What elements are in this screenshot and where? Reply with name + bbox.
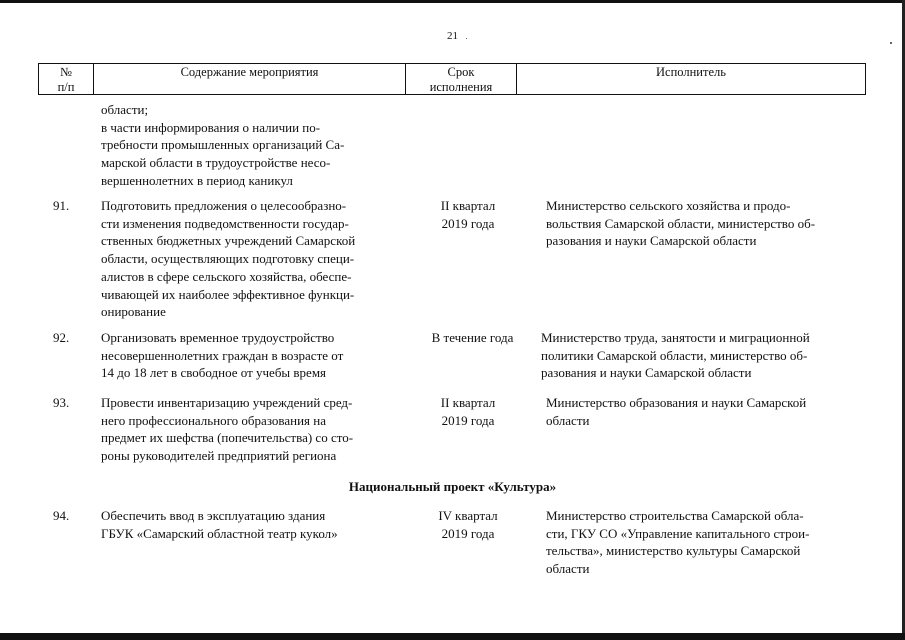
scan-bottom-edge — [0, 633, 905, 640]
scan-speck — [890, 42, 892, 44]
row-term: IV квартал 2019 года — [438, 508, 498, 541]
row-term: II квартал 2019 года — [440, 395, 496, 428]
row-number: 92. — [53, 330, 70, 345]
row-content: Провести инвентаризацию учреждений сред- него профессионального образования на предмет их шефства (попечительства) со сто- роны руководителей предприятий региона — [101, 395, 354, 464]
row-term: II квартал 2019 года — [440, 198, 496, 231]
header-term-label: Срок исполнения — [429, 65, 493, 94]
row-executor: Министерство сельского хозяйства и продо- вольствия Самарской области, министерство об- разования и науки Самарской области — [546, 198, 816, 249]
header-term — [406, 63, 517, 95]
row-term: В течение года — [431, 330, 514, 345]
continued-content: области; в части информирования о наличии по- требности промышленных организаций Са- марской области в трудоустройстве несо- вершеннолетних в период каникул — [101, 102, 345, 188]
row-executor: Министерство труда, занятости и миграционной политики Самарской области, министерство об- разования и науки Самарской области — [541, 330, 810, 381]
header-content-label: Содержание мероприятия — [180, 65, 319, 79]
row-number: 91. — [53, 198, 70, 213]
row-number: 93. — [53, 395, 70, 410]
row-content: Обеспечить ввод в эксплуатацию здания ГБУК «Самарский областной театр кукол» — [101, 508, 338, 541]
header-num — [38, 63, 94, 95]
header-executor — [517, 63, 866, 95]
header-executor-label: Исполнитель — [656, 65, 726, 79]
row-content: Организовать временное трудоустройство несовершеннолетних граждан в возрасте от 14 до 18 лет в свободное от учебы время — [101, 330, 344, 381]
page-number: 21 — [447, 30, 458, 42]
row-content: Подготовить предложения о целесообразно- сти изменения подведомственности государ- ственных бюджетных учреждений Самарской области, осуществляющих подготовку специ- алистов в сфере сельского хозяйства, обеспе- чивающей их наиболее эффективное функци- онирование — [101, 198, 356, 320]
row-number: 94. — [53, 508, 70, 523]
section-title: Национальный проект «Культура» — [348, 479, 557, 494]
header-content — [94, 63, 406, 95]
row-executor: Министерство образования и науки Самарской области — [546, 395, 807, 428]
scan-top-edge — [0, 0, 905, 3]
header-num-label: № п/п — [57, 65, 75, 94]
row-executor: Министерство строительства Самарской обла- сти, ГКУ СО «Управление капитального строи- тельства», министерство культуры Самарской области — [546, 508, 810, 577]
